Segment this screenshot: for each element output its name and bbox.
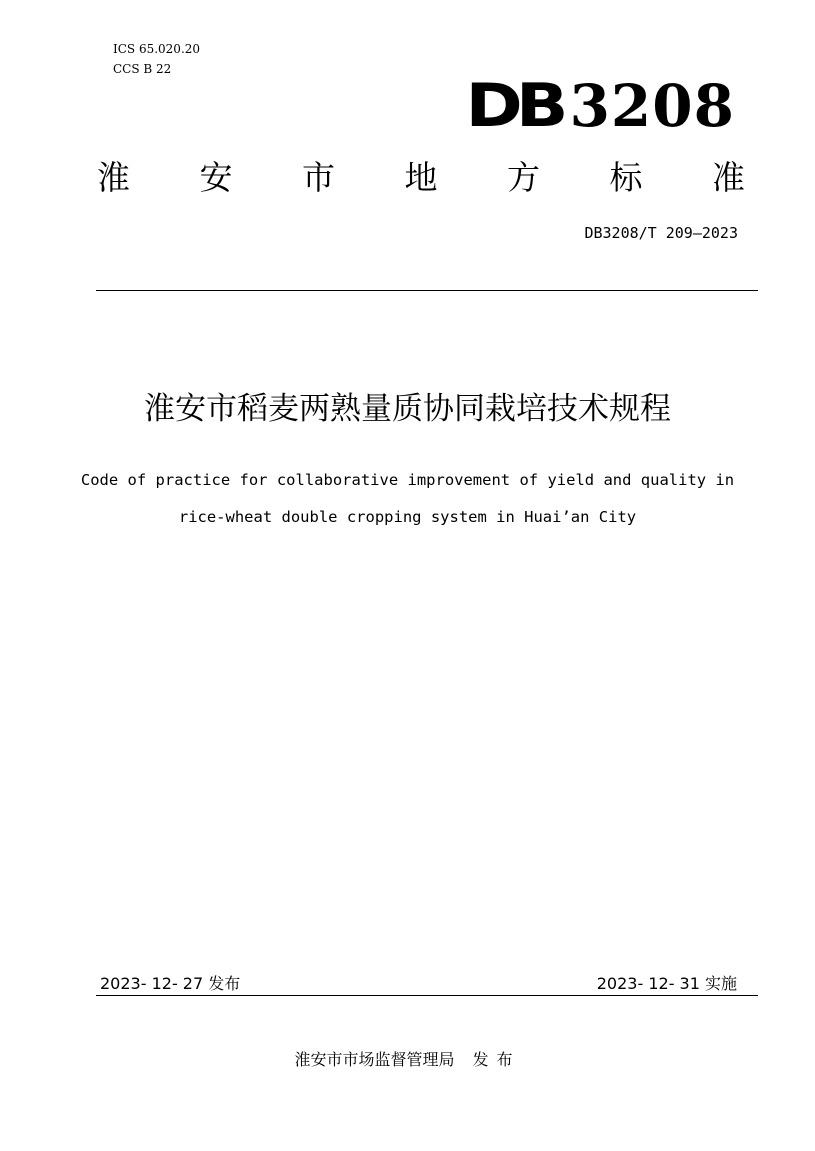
local-standard-char: 市 bbox=[302, 158, 335, 197]
local-standard-char: 地 bbox=[404, 158, 438, 197]
document-title-en-line2: rice-wheat double cropping system in Huai’an City bbox=[178, 508, 637, 526]
publisher-name: 淮安市市场监督管理局 bbox=[294, 1050, 455, 1069]
header-divider bbox=[96, 290, 758, 291]
publisher-line bbox=[0, 1049, 815, 1071]
issue-date: 2023- 12- 27 发布 bbox=[100, 974, 241, 993]
ics-code: ICS 65.020.20 bbox=[113, 42, 201, 56]
local-standard-char: 准 bbox=[712, 158, 745, 197]
local-standard-char: 方 bbox=[507, 158, 540, 197]
db-logo-letters: DB bbox=[465, 71, 562, 141]
publish-action: 发布 bbox=[472, 1050, 521, 1069]
document-title-en-line1: Code of practice for collaborative improvement of yield and quality in bbox=[80, 471, 735, 489]
document-title-zh: 淮安市稻麦两熟量质协同栽培技术规程 bbox=[144, 391, 671, 427]
db-logo-number: 3208 bbox=[569, 72, 735, 140]
local-standard-char: 标 bbox=[609, 158, 643, 197]
footer-divider bbox=[96, 995, 758, 996]
ccs-code: CCS B 22 bbox=[113, 62, 172, 76]
local-standard-char: 安 bbox=[199, 158, 233, 197]
standard-code: DB3208/T 209—2023 bbox=[584, 224, 738, 242]
local-standard-heading bbox=[97, 156, 745, 200]
local-standard-char: 淮 bbox=[97, 158, 130, 197]
db-standard-logo bbox=[465, 71, 735, 141]
implementation-date: 2023- 12- 31 实施 bbox=[596, 974, 737, 993]
